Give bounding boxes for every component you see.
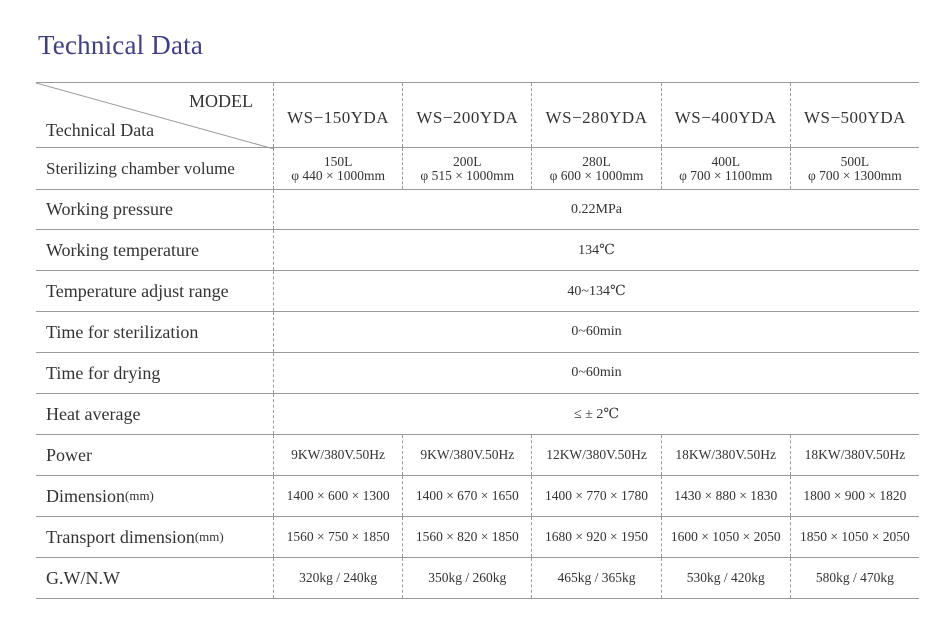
volume-capacity: 150L (323, 153, 353, 169)
transport-value: 1850 × 1050 × 2050 (800, 529, 910, 544)
dimension-unit: (mm) (125, 488, 154, 503)
model-name: WS−500YDA (803, 108, 906, 127)
weight-row (36, 558, 919, 599)
power-row (36, 435, 919, 476)
power-value: 9KW/380V.50Hz (403, 435, 532, 475)
model-name: WS−150YDA (274, 83, 403, 147)
transport-unit: (mm) (194, 529, 224, 544)
chamber-size: φ 515 × 1000mm (420, 167, 515, 183)
row-label: Power (36, 435, 274, 475)
volume-capacity: 280L (582, 153, 611, 169)
technical-data-header-label: Technical Data (46, 120, 155, 140)
page-title: Technical Data (38, 30, 204, 60)
row-label (36, 517, 274, 557)
model-name: WS−280YDA (532, 83, 661, 147)
header-row (36, 82, 919, 148)
temp-range-value: 40~134℃ (567, 283, 626, 299)
dimension-label: Dimension (46, 485, 125, 506)
weight-value: 465kg / 365kg (532, 558, 661, 598)
technical-data-table (36, 82, 919, 599)
dimension-value: 1400 × 670 × 1650 (403, 476, 532, 516)
dimension-row (36, 476, 919, 517)
volume-row (36, 148, 919, 190)
volume-cell (532, 148, 661, 189)
dimension-value: 1400 × 770 × 1780 (532, 476, 661, 516)
dimension-value: 1430 × 880 × 1830 (662, 476, 791, 516)
volume-cell (662, 148, 791, 189)
row-label: Working pressure (36, 190, 274, 229)
row-label: G.W/N.W (36, 558, 274, 598)
volume-cell (791, 148, 919, 189)
sterilization-value: 0~60min (571, 324, 622, 339)
volume-capacity: 500L (840, 153, 870, 169)
pressure-value: 0.22MPa (571, 201, 622, 217)
drying-row (36, 353, 919, 394)
transport-value: 1560 × 750 × 1850 (274, 517, 403, 557)
weight-value: 350kg / 260kg (403, 558, 532, 598)
row-label: Time for drying (36, 353, 274, 393)
row-label (36, 476, 274, 516)
row-label: Time for sterilization (36, 312, 274, 352)
chamber-size: φ 700 × 1100mm (679, 167, 773, 183)
chamber-size: φ 440 × 1000mm (291, 167, 385, 183)
power-value: 18KW/380V.50Hz (804, 447, 906, 462)
chamber-size: φ 700 × 1300mm (808, 167, 902, 183)
weight-value: 320kg / 240kg (274, 558, 403, 598)
pressure-row (36, 190, 919, 230)
row-label: Temperature adjust range (36, 271, 274, 311)
transport-value: 1680 × 920 × 1950 (532, 517, 661, 557)
drying-value: 0~60min (571, 365, 622, 380)
power-value: 9KW/380V.50Hz (274, 435, 403, 475)
chamber-size: φ 600 × 1000mm (549, 167, 644, 183)
power-value: 12KW/380V.50Hz (532, 435, 661, 475)
temp-range-row (36, 271, 919, 312)
sterilization-row (36, 312, 919, 353)
header-corner-cell (36, 83, 274, 147)
temperature-value: 134℃ (578, 242, 615, 258)
weight-value: 530kg / 420kg (662, 558, 791, 598)
temperature-row (36, 230, 919, 271)
power-value: 18KW/380V.50Hz (662, 435, 791, 475)
volume-cell (274, 148, 403, 189)
volume-capacity: 400L (711, 153, 740, 169)
model-name: WS−200YDA (403, 83, 532, 147)
dimension-value: 1400 × 600 × 1300 (274, 476, 403, 516)
dimension-value: 1800 × 900 × 1820 (803, 488, 907, 503)
transport-row (36, 517, 919, 558)
transport-label: Transport dimension (46, 526, 195, 547)
model-name: WS−400YDA (662, 83, 791, 147)
model-header-label: MODEL (189, 91, 253, 111)
row-label: Heat average (36, 394, 274, 434)
heat-value: ≤ ± 2℃ (573, 406, 620, 422)
row-label: Working temperature (36, 230, 274, 270)
volume-cell (403, 148, 532, 189)
row-label: Sterilizing chamber volume (36, 148, 274, 189)
volume-capacity: 200L (453, 153, 482, 169)
weight-value: 580kg / 470kg (815, 570, 894, 585)
heat-row (36, 394, 919, 435)
transport-value: 1600 × 1050 × 2050 (662, 517, 791, 557)
transport-value: 1560 × 820 × 1850 (403, 517, 532, 557)
